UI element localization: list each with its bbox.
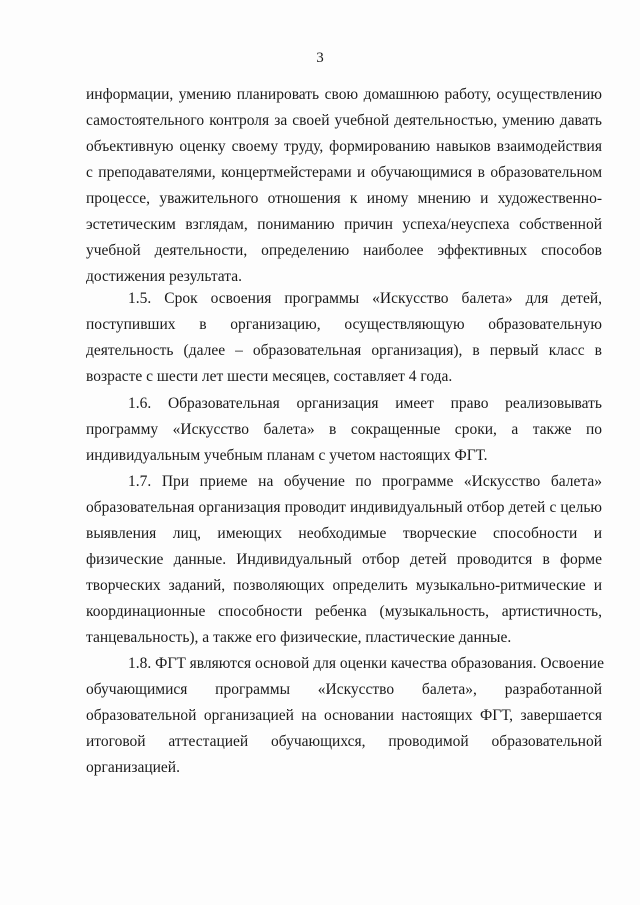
paragraph-1-8 — [86, 651, 602, 781]
text-line: эстетическим взглядам, пониманию причин успеха/неуспеха собственной — [86, 216, 602, 233]
text-line: творческих заданий, позволяющих определить музыкально-ритмические и — [86, 577, 602, 594]
text-line: 1.8. ФГТ являются основой для оценки качества образования. Освоение — [128, 655, 604, 672]
text-line: объективную оценку своему труду, формированию навыков взаимодействия — [86, 138, 602, 155]
text-line: танцевальность), а также его физические, пластические данные. — [86, 629, 512, 646]
text-line: самостоятельного контроля за своей учебной деятельностью, умению давать — [86, 112, 602, 129]
paragraph-1-7 — [86, 469, 602, 651]
text-line: физические данные. Индивидуальный отбор детей проводится в форме — [86, 551, 602, 568]
paragraph-1-5 — [86, 286, 602, 390]
text-line: информации, умению планировать свою домашнюю работу, осуществлению — [86, 86, 602, 103]
text-line: деятельность (далее – образовательная организация), в первый класс в — [86, 342, 602, 359]
text-line: выявления лиц, имеющих необходимые творческие способности и — [86, 525, 602, 542]
text-line: обучающимися программы «Искусство балета», разработанной — [86, 681, 602, 698]
text-line: достижения результата. — [86, 268, 243, 285]
paragraph-1-6 — [86, 391, 602, 469]
text-line: образовательной организацией на основании настоящих ФГТ, завершается — [86, 707, 602, 724]
text-line: 1.5. Срок освоения программы «Искусство балета» для детей, — [128, 290, 602, 307]
text-line: учебной деятельности, определению наиболее эффективных способов — [86, 242, 602, 259]
text-line: 1.6. Образовательная организация имеет право реализовывать — [128, 395, 602, 412]
text-line: программу «Искусство балета» в сокращенные сроки, а также по — [86, 421, 602, 438]
text-line: с преподавателями, концертмейстерами и обучающимися в образовательном — [86, 164, 602, 181]
text-line: 1.7. При приеме на обучение по программе «Искусство балета» — [128, 473, 602, 490]
text-line: процессе, уважительного отношения к иному мнению и художественно- — [86, 190, 602, 207]
text-line: организацией. — [86, 759, 180, 776]
paragraph-continuation — [86, 82, 602, 290]
text-line: возрасте с шести лет шести месяцев, составляет 4 года. — [86, 368, 453, 385]
text-line: поступивших в организацию, осуществляющую образовательную — [86, 316, 602, 333]
page-number: 3 — [316, 50, 324, 66]
text-line: итоговой аттестацией обучающихся, проводимой образовательной — [86, 733, 602, 750]
text-line: координационные способности ребенка (музыкальность, артистичность, — [86, 603, 602, 620]
text-line: образовательная организация проводит индивидуальный отбор детей с целью — [86, 499, 602, 516]
text-line: индивидуальным учебным планам с учетом настоящих ФГТ. — [86, 447, 488, 464]
